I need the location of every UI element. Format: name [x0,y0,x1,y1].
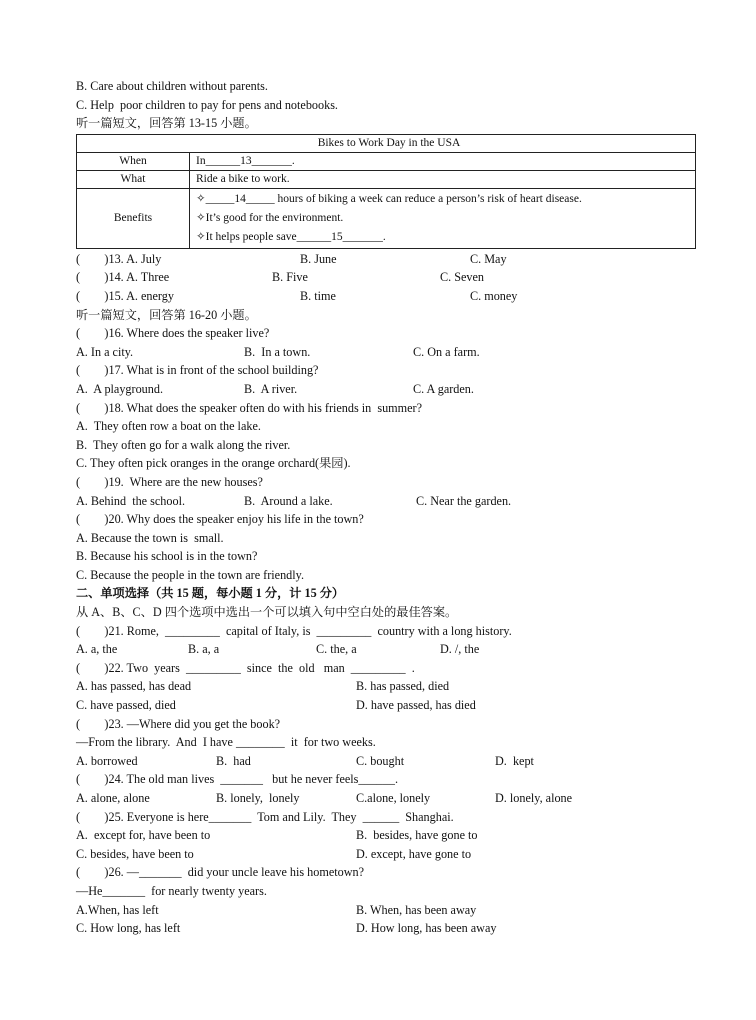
q25-options-cd [76,845,696,864]
q25-a: A. except for, have been to [76,828,211,843]
q23-b: B. had [216,753,251,768]
q26-d: D. How long, has been away [356,921,497,936]
table-label-benefits: Benefits [77,188,190,248]
q19-options [76,492,696,511]
question-19: ( )19. Where are the new houses? [76,474,263,489]
q25-options-ab [76,826,696,845]
question-22: ( )22. Two years _________ since the old man _________ . [76,660,415,675]
q26-options-ab [76,901,696,920]
q22-a: A. has passed, has dead [76,679,192,694]
q25-c: C. besides, have been to [76,846,194,861]
q14-c: C. Seven [440,270,485,285]
q25-d: D. except, have gone to [356,846,472,861]
q26-c: C. How long, has left [76,921,181,936]
table-label-what: What [77,170,190,188]
q20-c: C. Because the people in the town are friendly. [76,567,304,582]
q25-b: B. besides, have gone to [356,828,478,843]
q23-reply: —From the library. And I have ________ it for two weeks. [76,735,376,750]
q22-c: C. have passed, died [76,698,176,713]
q23-d: D. kept [495,753,534,768]
section-2-title: 二、单项选择（共 15 题，每小题 1 分，计 15 分） [76,586,345,601]
q16-c: C. On a farm. [413,344,480,359]
option-line: B. Care about children without parents. [76,79,268,93]
q15-b: B. time [300,288,336,303]
q22-options-ab [76,677,696,696]
question-13 [76,250,696,269]
question-25: ( )25. Everyone is here_______ Tom and Lily. They ______ Shanghai. [76,809,454,824]
q21-d: D. /, the [440,642,480,657]
q22-d: D. have passed, has died [356,698,476,713]
q19-a: A. Behind the school. [76,493,185,508]
q18-b: B. They often go for a walk along the river. [76,437,291,452]
q21-a: A. a, the [76,642,118,657]
benefit-item: ✧It helps people save______15_______. [196,230,386,243]
q18-c: C. They often pick oranges in the orange orchard(果园). [76,456,351,471]
q23-a: A. borrowed [76,753,138,768]
bikes-table [76,134,696,249]
q24-c: C.alone, lonely [356,791,431,805]
table-label-when: When [77,152,190,170]
q13-a: ( )13. A. July [76,251,162,266]
q19-b: B. Around a lake. [244,493,333,508]
question-20: ( )20. Why does the speaker enjoy his life in the town? [76,512,364,527]
q21-c: C. the, a [316,642,357,657]
q26-reply: —He_______ for nearly twenty years. [76,883,267,898]
exam-page [76,77,696,938]
question-16: ( )16. Where does the speaker live? [76,326,270,341]
q22-b: B. has passed, died [356,679,450,694]
q13-c: C. May [470,251,507,266]
q13-b: B. June [300,251,337,266]
question-26: ( )26. —_______ did your uncle leave his hometown? [76,865,365,880]
q26-b: B. When, has been away [356,902,477,917]
q15-c: C. money [470,288,518,303]
q14-b: B. Five [272,270,308,285]
section-intro: 听一篇短文，回答第 13-15 小题。 [76,116,257,131]
q17-options [76,380,696,399]
q15-a: ( )15. A. energy [76,288,174,303]
question-24: ( )24. The old man lives _______ but he never feels______. [76,772,399,787]
question-14 [76,268,696,287]
q17-a: A. A playground. [76,381,164,396]
section-2-instructions: 从 A、B、C、D 四个选项中选出一个可以填入句中空白处的最佳答案。 [76,605,458,620]
q16-b: B. In a town. [244,344,311,359]
q24-b: B. lonely, lonely [216,791,300,805]
benefit-item: ✧It’s good for the environment. [196,211,344,224]
q16-options [76,343,696,362]
table-value-when: In______13_______. [190,152,696,170]
question-17: ( )17. What is in front of the school building? [76,363,319,378]
q21-b: B. a, a [188,642,220,657]
option-line: C. Help poor children to pay for pens and notebooks. [76,97,338,112]
q23-options [76,752,696,771]
question-18: ( )18. What does the speaker often do with his friends in summer? [76,400,423,415]
table-title: Bikes to Work Day in the USA [77,134,696,152]
question-15 [76,287,696,306]
table-value-what: Ride a bike to work. [190,170,696,188]
q23-c: C. bought [356,753,405,768]
question-23: ( )23. —Where did you get the book? [76,716,281,731]
q26-options-cd [76,919,696,938]
question-21: ( )21. Rome, _________ capital of Italy, is _________ country with a long history. [76,623,512,638]
section-intro: 听一篇短文，回答第 16-20 小题。 [76,307,257,322]
q26-a: A.When, has left [76,902,159,917]
q24-d: D. lonely, alone [495,791,573,805]
q17-b: B. A river. [244,381,298,396]
benefit-item: ✧_____14_____ hours of biking a week can reduce a person’s risk of heart disease. [196,192,582,205]
q20-a: A. Because the town is small. [76,530,224,545]
q20-b: B. Because his school is in the town? [76,549,258,564]
q17-c: C. A garden. [413,381,474,396]
q18-a: A. They often row a boat on the lake. [76,419,261,434]
q14-a: ( )14. A. Three [76,270,170,285]
q22-options-cd [76,696,696,715]
q24-a: A. alone, alone [76,791,150,805]
q21-options [76,640,696,659]
q24-options [76,789,696,808]
q16-a: A. In a city. [76,344,134,359]
q19-c: C. Near the garden. [416,493,512,508]
